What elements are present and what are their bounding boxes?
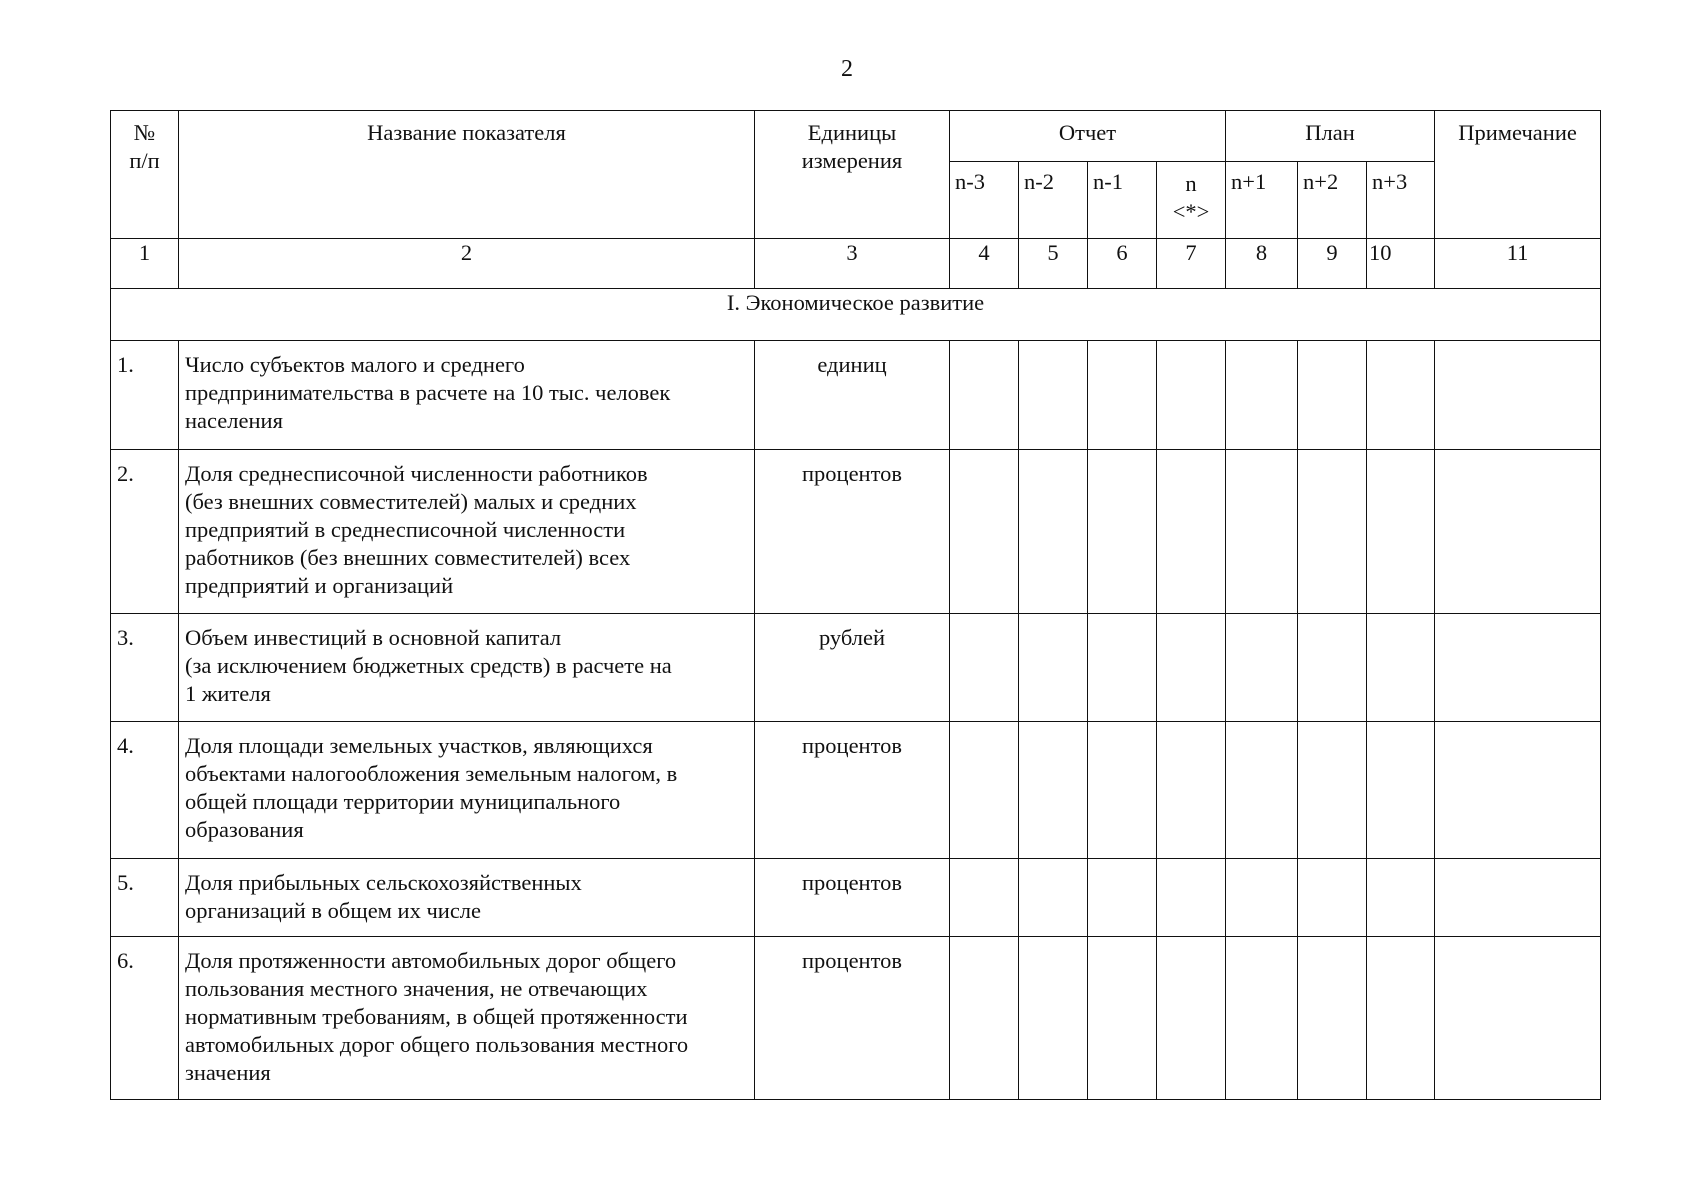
period-n+1: n+1 — [1226, 162, 1298, 239]
indicator-name: Число субъектов малого и среднего предпринимательства в расчете на 10 тыс. человек населения — [179, 341, 755, 450]
indicator-unit: процентов — [755, 722, 950, 859]
header-report-group: Отчет — [950, 111, 1226, 162]
column-number: 4 — [950, 239, 1019, 289]
value-cell — [1367, 722, 1435, 859]
value-cell — [1367, 450, 1435, 614]
section-title: I. Экономическое развитие — [111, 289, 1601, 341]
indicator-rows — [111, 341, 1601, 1100]
value-cell — [1157, 614, 1226, 722]
column-number: 5 — [1019, 239, 1088, 289]
table-row — [111, 614, 1601, 722]
indicator-name: Объем инвестиций в основной капитал (за исключением бюджетных средств) в расчете на 1 жителя — [179, 614, 755, 722]
row-number: 6. — [111, 937, 179, 1100]
table-row — [111, 937, 1601, 1100]
value-cell — [1088, 859, 1157, 937]
period-n-3: n-3 — [950, 162, 1019, 239]
value-cell — [1435, 722, 1601, 859]
column-number: 9 — [1298, 239, 1367, 289]
indicator-name: Доля среднесписочной численности работников (без внешних совместителей) малых и средних предприятий в среднесписочной численности работников (без внешних совместителей) всех предприятий и организаций — [179, 450, 755, 614]
column-number: 3 — [755, 239, 950, 289]
indicator-unit: процентов — [755, 937, 950, 1100]
value-cell — [1226, 450, 1298, 614]
value-cell — [1019, 341, 1088, 450]
indicator-name: Доля протяженности автомобильных дорог общего пользования местного значения, не отвечающих нормативным требованиям, в общей протяженности автомобильных дорог общего пользования местного значения — [179, 937, 755, 1100]
value-cell — [1298, 722, 1367, 859]
value-cell — [1298, 937, 1367, 1100]
column-number-row — [111, 239, 1601, 289]
header-num: № п/п — [111, 111, 179, 239]
value-cell — [1435, 859, 1601, 937]
column-number: 6 — [1088, 239, 1157, 289]
value-cell — [1157, 341, 1226, 450]
value-cell — [1367, 614, 1435, 722]
header-note: Примечание — [1435, 111, 1601, 239]
value-cell — [1226, 341, 1298, 450]
row-number: 4. — [111, 722, 179, 859]
indicator-unit: процентов — [755, 450, 950, 614]
value-cell — [950, 341, 1019, 450]
value-cell — [1019, 450, 1088, 614]
column-number: 10 — [1367, 239, 1435, 289]
column-number: 11 — [1435, 239, 1601, 289]
value-cell — [1298, 341, 1367, 450]
value-cell — [1226, 614, 1298, 722]
row-number: 3. — [111, 614, 179, 722]
period-n-1: n-1 — [1088, 162, 1157, 239]
value-cell — [1435, 450, 1601, 614]
value-cell — [1226, 859, 1298, 937]
row-number: 2. — [111, 450, 179, 614]
value-cell — [1435, 341, 1601, 450]
value-cell — [1019, 614, 1088, 722]
value-cell — [1367, 341, 1435, 450]
header-name: Название показателя — [179, 111, 755, 239]
value-cell — [1088, 722, 1157, 859]
value-cell — [1435, 937, 1601, 1100]
period-n-2: n-2 — [1019, 162, 1088, 239]
header-plan-group: План — [1226, 111, 1435, 162]
value-cell — [1298, 859, 1367, 937]
value-cell — [1367, 937, 1435, 1100]
value-cell — [1088, 937, 1157, 1100]
table-row — [111, 859, 1601, 937]
value-cell — [1019, 859, 1088, 937]
value-cell — [950, 937, 1019, 1100]
value-cell — [950, 614, 1019, 722]
value-cell — [950, 859, 1019, 937]
value-cell — [1019, 937, 1088, 1100]
row-number: 1. — [111, 341, 179, 450]
indicator-name: Доля прибыльных сельскохозяйственных организаций в общем их числе — [179, 859, 755, 937]
value-cell — [950, 450, 1019, 614]
value-cell — [1157, 722, 1226, 859]
period-n+2: n+2 — [1298, 162, 1367, 239]
value-cell — [1435, 614, 1601, 722]
value-cell — [1019, 722, 1088, 859]
value-cell — [1157, 859, 1226, 937]
header-units: Единицы измерения — [755, 111, 950, 239]
column-number: 7 — [1157, 239, 1226, 289]
period-n: n <*> — [1157, 162, 1226, 239]
value-cell — [1298, 450, 1367, 614]
column-number: 8 — [1226, 239, 1298, 289]
value-cell — [1226, 722, 1298, 859]
indicator-name: Доля площади земельных участков, являющихся объектами налогообложения земельным налогом, в общей площади территории муниципального образования — [179, 722, 755, 859]
row-number: 5. — [111, 859, 179, 937]
indicator-unit: процентов — [755, 859, 950, 937]
indicators-table — [110, 110, 1601, 1100]
value-cell — [1298, 614, 1367, 722]
period-n+3: n+3 — [1367, 162, 1435, 239]
column-number: 2 — [179, 239, 755, 289]
table-row — [111, 722, 1601, 859]
value-cell — [950, 722, 1019, 859]
table-row — [111, 341, 1601, 450]
value-cell — [1088, 450, 1157, 614]
value-cell — [1367, 859, 1435, 937]
value-cell — [1157, 450, 1226, 614]
table-row — [111, 450, 1601, 614]
value-cell — [1088, 341, 1157, 450]
value-cell — [1226, 937, 1298, 1100]
value-cell — [1157, 937, 1226, 1100]
indicator-unit: единиц — [755, 341, 950, 450]
column-number: 1 — [111, 239, 179, 289]
value-cell — [1088, 614, 1157, 722]
indicator-unit: рублей — [755, 614, 950, 722]
page-number: 2 — [841, 56, 853, 82]
